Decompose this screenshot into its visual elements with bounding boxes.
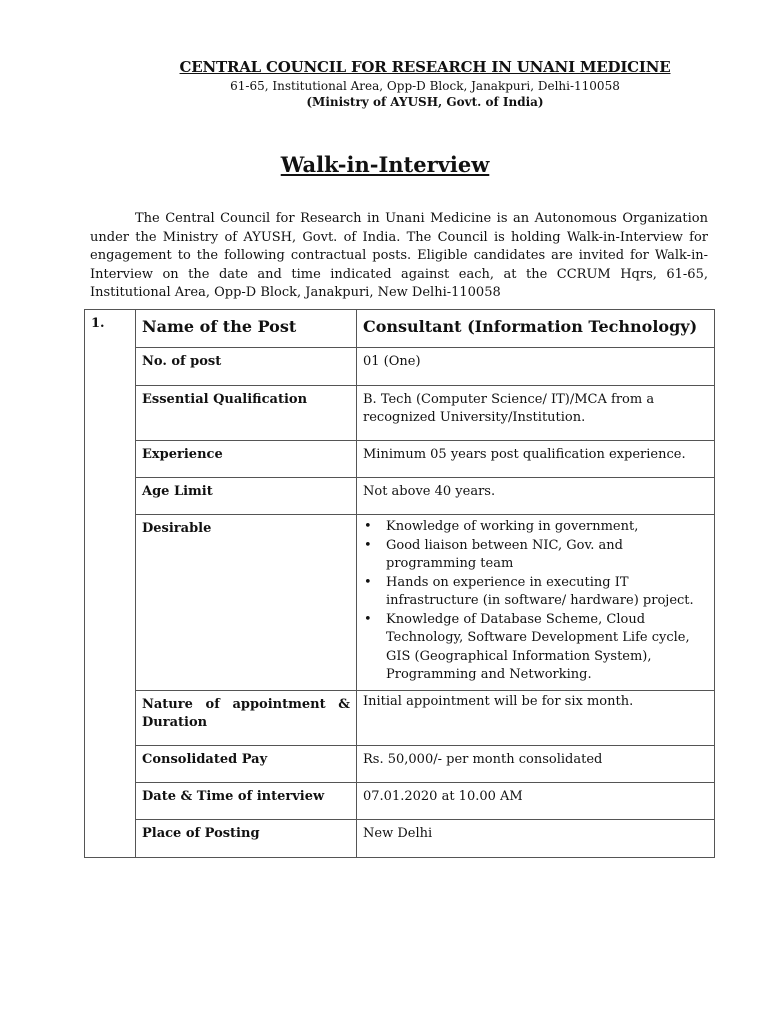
row-value: Initial appointment will be for six month.	[357, 690, 715, 745]
list-item: • Good liaison between NIC, Gov. and programming team	[386, 537, 708, 574]
row-value: Not above 40 years.	[357, 478, 715, 515]
serial-number: 1.	[85, 310, 136, 858]
table-row	[85, 745, 715, 782]
post-name-value: Consultant (Information Technology)	[357, 310, 715, 348]
table-row	[85, 819, 715, 857]
row-value: 07.01.2020 at 10.00 AM	[357, 782, 715, 819]
post-details-table	[84, 309, 715, 858]
row-label: Consolidated Pay	[136, 745, 357, 782]
row-value: New Delhi	[357, 819, 715, 857]
table-row	[85, 386, 715, 441]
list-item: • Hands on experience in executing IT infrastructure (in software/ hardware) project.	[386, 574, 708, 611]
row-label: No. of post	[136, 348, 357, 386]
row-value: Rs. 50,000/- per month consolidated	[357, 745, 715, 782]
organization-name: CENTRAL COUNCIL FOR RESEARCH IN UNANI MEDICINE	[179, 58, 671, 76]
notice-title: Walk-in-Interview	[280, 152, 490, 177]
list-item: • Knowledge of Database Scheme, Cloud Technology, Software Development Life cycle, GIS (Geographical Information System), Programming and Networking.	[386, 611, 708, 685]
row-value: Minimum 05 years post qualification experience.	[357, 441, 715, 478]
table-row	[85, 478, 715, 515]
row-label: Age Limit	[136, 478, 357, 515]
desirable-list	[363, 518, 708, 685]
row-label: Date & Time of interview	[136, 782, 357, 819]
row-label: Desirable	[136, 515, 357, 691]
row-label: Experience	[136, 441, 357, 478]
table-row	[85, 310, 715, 348]
row-value: 01 (One)	[357, 348, 715, 386]
row-value	[357, 515, 715, 691]
table-row	[85, 348, 715, 386]
list-item: • Knowledge of working in government,	[386, 518, 708, 537]
table-row	[85, 515, 715, 691]
row-value: B. Tech (Computer Science/ IT)/MCA from a recognized University/Institution.	[357, 386, 715, 441]
table-row	[85, 782, 715, 819]
organization-address: 61-65, Institutional Area, Opp-D Block, Janakpuri, Delhi-110058	[230, 79, 620, 93]
table-row	[85, 441, 715, 478]
row-label: Essential Qualification	[136, 386, 357, 441]
letterhead	[0, 58, 770, 109]
row-label: Place of Posting	[136, 819, 357, 857]
row-label: Nature of appointment & Duration	[136, 690, 357, 745]
intro-paragraph: The Central Council for Research in Unani Medicine is an Autonomous Organization under the Ministry of AYUSH, Govt. of India. The Council is holding Walk-in-Interview for engagement to the following contractual posts. Eligible candidates are invited for Walk-in-Interview on the date and time indicated against each, at the CCRUM Hqrs, 61-65, Institutional Area, Opp-D Block, Janakpuri, New Delhi-110058	[90, 211, 708, 300]
organization-ministry: (Ministry of AYUSH, Govt. of India)	[306, 95, 544, 109]
table-row	[85, 690, 715, 745]
post-name-label: Name of the Post	[136, 310, 357, 348]
